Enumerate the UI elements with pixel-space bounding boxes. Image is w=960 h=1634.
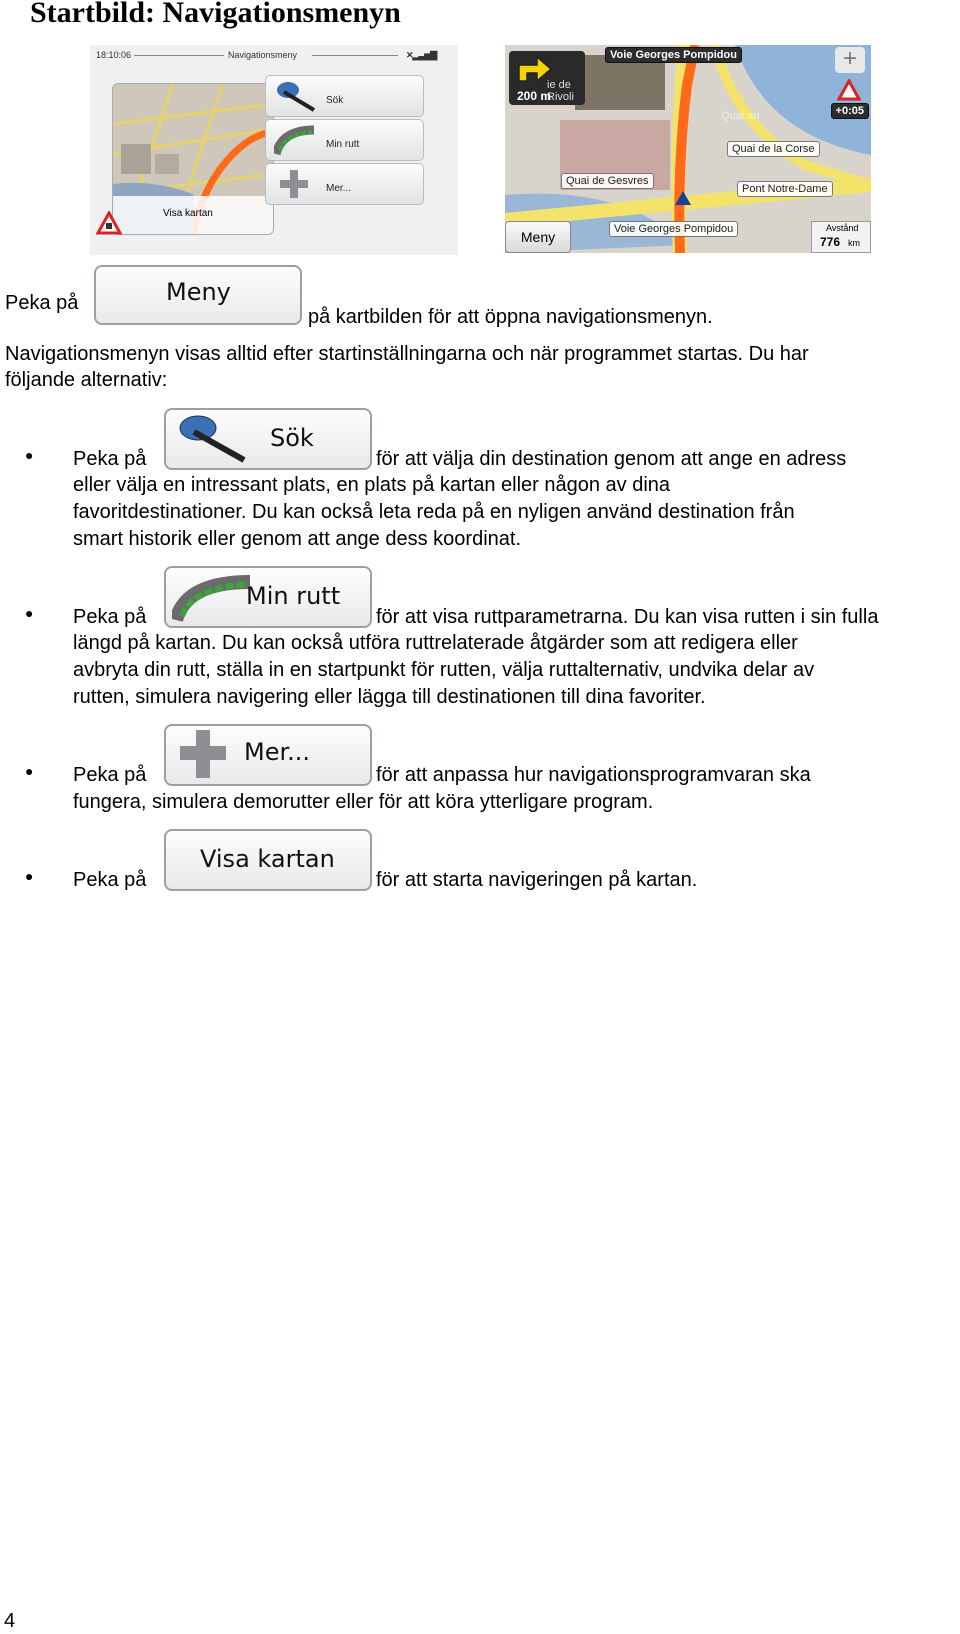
show-map-label: Visa kartan [163,208,213,219]
menu-button-image: Meny [94,265,302,325]
current-street-bottom: Voie Georges Pompidou [609,221,738,237]
navigation-menu-screenshot [90,45,458,255]
paragraph-text: favoritdestinationer. Du kan också leta reda på en nyligen använd destination från [73,501,795,523]
paragraph-text: Peka på [73,606,147,628]
turn-distance: 200 m [517,89,552,103]
paragraph-text: Peka på [73,764,147,786]
street-label: Quai de la Corse [727,141,820,157]
map-menu-button[interactable]: Meny [505,221,571,253]
time-delta: +0:05 [831,103,869,119]
warning-triangle-icon[interactable] [837,79,861,101]
my-route-menu-button[interactable]: Min rutt [265,119,424,161]
street-label: Pont Notre-Dame [737,181,833,197]
more-menu-button[interactable]: Mer... [265,163,424,205]
search-menu-button[interactable]: Sök [265,75,424,117]
status-divider [312,55,398,56]
paragraph-text: på kartbilden för att öppna navigationsmenyn. [308,306,713,328]
paragraph-text: längd på kartan. Du kan också utföra ruttrelaterade åtgärder som att redigera eller [73,632,798,654]
paragraph-text: smart historik eller genom att ange dess koordinat. [73,528,521,550]
bullet-icon: ● [25,447,34,463]
paragraph-text: fungera, simulera demorutter eller för att köra ytterligare program. [73,791,654,813]
page-title: Startbild: Navigationsmenyn [30,0,401,29]
route-arc-icon [274,124,318,156]
turn-panel: ie de Rivoli 200 m [509,51,585,105]
paragraph-text: eller välja en intressant plats, en plats på kartan eller någon av dina [73,474,671,496]
status-time: 18:10:06 [96,50,132,60]
search-pin-icon [274,80,318,112]
bullet-icon: ● [25,868,34,884]
distance-panel: Avstånd 776 km [811,221,871,253]
bullet-icon: ● [25,605,34,621]
map-thumbnail[interactable] [112,83,274,235]
paragraph-text: Navigationsmenyn visas alltid efter startinställningarna och när programmet startas. Du har [5,343,809,365]
plus-icon [178,728,230,780]
paragraph-text: Peka på [73,869,147,891]
menu-title: Navigationsmeny [228,50,298,60]
paragraph-text: Peka på [5,292,79,314]
paragraph-text: för att anpassa hur navigationsprogramvaran ska [376,764,811,786]
map-view-screenshot: ie de Rivoli 200 m Voie Georges Pompidou + +0:05 Quai au Quai de la Corse Quai de Gesvres Pont Notre-Dame Meny Voie Georges Pompidou Avstånd 776 km [505,45,871,253]
search-button-image: Sök [164,408,372,470]
more-button-image: Mer... [164,724,372,786]
paragraph-text: för att visa ruttparametrarna. Du kan visa rutten i sin fulla [376,606,879,628]
zoom-plus-icon[interactable]: + [835,47,865,73]
signal-icon: ✕▂▃▅▇ [406,50,437,60]
paragraph-text: avbryta din rutt, ställa in en startpunkt för rutten, välja ruttalternativ, undvika delar av [73,659,815,681]
status-divider [134,55,224,56]
paragraph-text: Peka på [73,448,147,470]
street-label: Quai de Gesvres [561,173,654,189]
my-route-button-image: Min rutt [164,566,372,628]
plus-icon [276,168,320,200]
bullet-icon: ● [25,763,34,779]
paragraph-text: rutten, simulera navigering eller lägga till destinationen till dina favoriter. [73,686,706,708]
paragraph-text: för att välja din destination genom att ange en adress [376,448,847,470]
search-pin-icon [174,412,248,464]
page-number: 4 [4,1610,16,1632]
warning-triangle-icon[interactable] [96,211,122,235]
current-street-top: Voie Georges Pompidou [605,47,742,63]
route-arc-icon [172,574,252,622]
status-bar [90,45,458,65]
paragraph-text: följande alternativ: [5,369,168,391]
paragraph-text: för att starta navigeringen på kartan. [376,869,698,891]
show-map-button-image: Visa kartan [164,829,372,891]
